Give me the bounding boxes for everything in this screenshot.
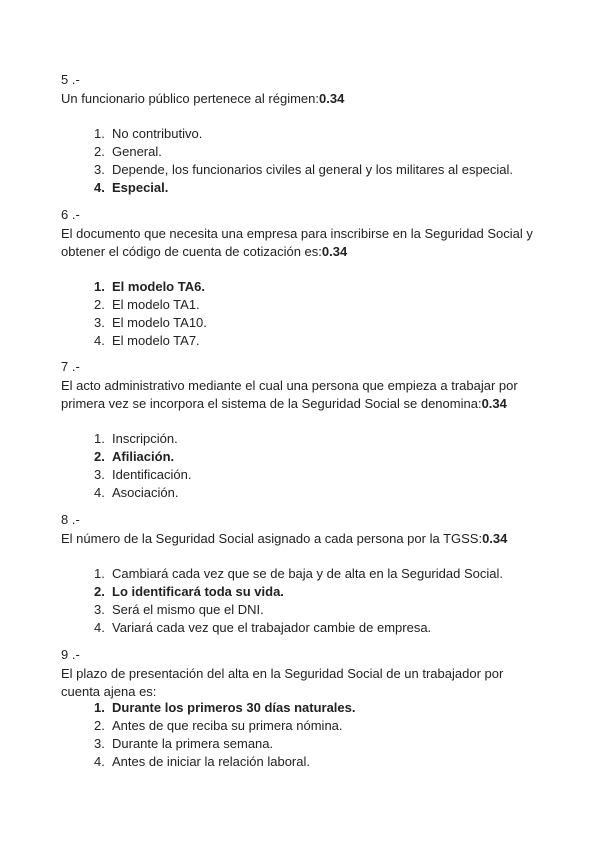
question-5-option-1: 1. No contributivo. (94, 126, 203, 141)
question-6-text: El documento que necesita una empresa para inscribirse en la Seguridad Social y obtener el código de cuenta de cotización es:0.34 (61, 226, 533, 259)
question-5-points: 0.34 (319, 91, 345, 106)
question-7-option-2-correct: 2. Afiliación. (94, 449, 175, 464)
question-6-option-4: 4. El modelo TA7. (94, 333, 200, 348)
question-6-option-3: 3. El modelo TA10. (94, 315, 207, 330)
question-7-number: 7 .- (61, 359, 80, 374)
question-9-option-3: 3. Durante la primera semana. (94, 736, 274, 751)
question-9-option-2: 2. Antes de que reciba su primera nómina. (94, 718, 343, 733)
question-6-option-1-correct: 1. El modelo TA6. (94, 279, 205, 294)
question-5-option-2: 2. General. (94, 144, 162, 159)
question-9-text: El plazo de presentación del alta en la Seguridad Social de un trabajador por cuenta ajena es: (61, 666, 504, 699)
question-8-option-4: 4. Variará cada vez que el trabajador cambie de empresa. (94, 620, 432, 635)
question-7-option-3: 3. Identificación. (94, 467, 192, 482)
question-8-option-2-correct: 2. Lo identificará toda su vida. (94, 584, 284, 599)
question-7-points: 0.34 (481, 396, 507, 411)
question-9-option-1-correct: 1. Durante los primeros 30 días naturales. (94, 700, 356, 715)
question-6-option-2: 2. El modelo TA1. (94, 297, 200, 312)
question-6-number: 6 .- (61, 207, 80, 222)
question-8-option-3: 3. Será el mismo que el DNI. (94, 602, 264, 617)
question-8-points: 0.34 (482, 531, 508, 546)
question-7-option-4: 4. Asociación. (94, 485, 179, 500)
question-8-text: El número de la Seguridad Social asignado a cada persona por la TGSS:0.34 (61, 531, 508, 546)
question-5-number: 5 .- (61, 72, 80, 87)
question-5-option-4-correct: 4. Especial. (94, 180, 169, 195)
question-6-points: 0.34 (321, 244, 348, 259)
question-9-number: 9 .- (61, 647, 80, 662)
question-8-number: 8 .- (61, 512, 80, 527)
question-8-option-1: 1. Cambiará cada vez que se de baja y de alta en la Seguridad Social. (94, 566, 503, 581)
question-9-option-4: 4. Antes de iniciar la relación laboral. (94, 754, 310, 769)
question-7-option-1: 1. Inscripción. (94, 431, 178, 446)
question-5-text: Un funcionario público pertenece al régimen:0.34 (61, 91, 345, 106)
question-5-option-3: 3. Depende, los funcionarios civiles al general y los militares al especial. (94, 162, 514, 177)
question-7-text: El acto administrativo mediante el cual una persona que empieza a trabajar por primera vez se incorpora el sistema de la Seguridad Social se denomina:0.34 (61, 378, 518, 411)
